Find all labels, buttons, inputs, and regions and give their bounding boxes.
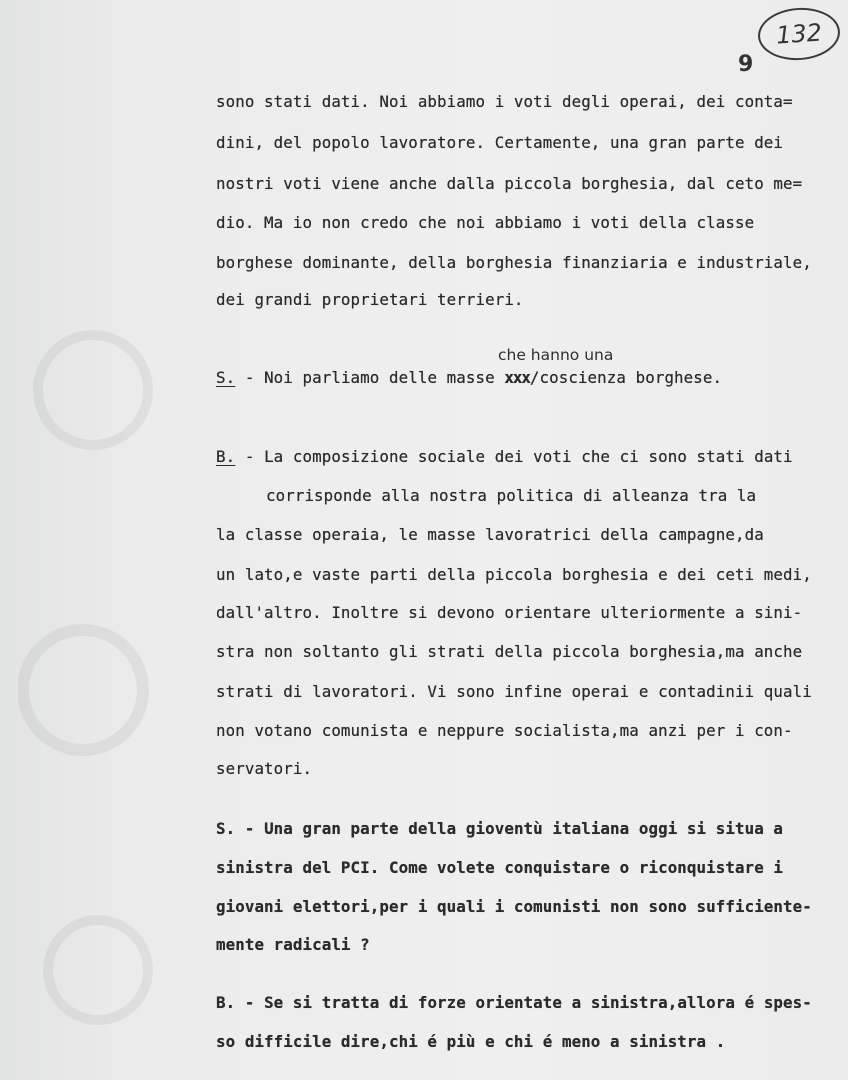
handwritten-insertion: che hanno una — [498, 346, 614, 364]
question-line — [216, 819, 783, 838]
answer-line: stra non soltanto gli strati della piccola borghesia,ma anche — [216, 642, 803, 661]
answer-line: dall'altro. Inoltre si devono orientare ulteriormente a sini- — [216, 603, 803, 622]
speaker-label: S. — [216, 819, 236, 838]
paragraph-line: dini, del popolo lavoratore. Certamente, una gran parte dei — [216, 133, 784, 152]
question-line: giovani elettori,per i quali i comunisti non sono sufficiente- — [216, 897, 812, 916]
question-text: - Noi parliamo delle masse — [235, 368, 505, 387]
paragraph-line: dei grandi proprietari terrieri. — [216, 290, 524, 309]
paragraph-line: sono stati dati. Noi abbiamo i voti degli operai, dei conta= — [216, 92, 793, 111]
speaker-label: B. — [216, 447, 236, 466]
question-line — [216, 368, 722, 387]
answer-line: non votano comunista e neppure socialista,ma anzi per i con- — [216, 721, 793, 740]
answer-line: strati di lavoratori. Vi sono infine operai e contadinii quali — [216, 682, 812, 701]
paragraph-line: borghese dominante, della borghesia finanziaria e industriale, — [216, 253, 812, 272]
answer-text: - Se si tratta di forze orientate a sinistra,allora é spes- — [235, 993, 812, 1012]
question-line: mente radicali ? — [216, 935, 370, 954]
answer-line: so difficile dire,chi é più e chi é meno a sinistra . — [216, 1032, 726, 1051]
question-text-tail: /coscienza borghese. — [529, 368, 723, 387]
speaker-label: B. — [216, 993, 236, 1012]
answer-line: servatori. — [216, 759, 313, 778]
paragraph-line: nostri voti viene anche dalla piccola borghesia, dal ceto me= — [216, 174, 803, 193]
answer-line: la classe operaia, le masse lavoratrici della campagne,da — [216, 525, 764, 544]
answer-line — [216, 447, 793, 466]
typed-page-mark: 9 — [738, 52, 754, 77]
speaker-label: S. — [216, 368, 236, 387]
archive-page-number — [756, 5, 841, 63]
answer-line: corrisponde alla nostra politica di alleanza tra la — [266, 486, 757, 505]
answer-text: - La composizione sociale dei voti che ci sono stati dati — [235, 447, 793, 466]
archive-page-number-text: 132 — [775, 18, 823, 50]
struck-text: xxx — [504, 368, 530, 387]
paragraph-line: dio. Ma io non credo che noi abbiamo i voti della classe — [216, 213, 755, 232]
question-line: sinistra del PCI. Come volete conquistare o riconquistare i — [216, 858, 784, 877]
faded-watermark — [18, 270, 168, 1030]
answer-line: un lato,e vaste parti della piccola borghesia e dei ceti medi, — [216, 565, 812, 584]
answer-line — [216, 993, 812, 1012]
question-text: - Una gran parte della gioventù italiana oggi si situa a — [235, 819, 784, 838]
